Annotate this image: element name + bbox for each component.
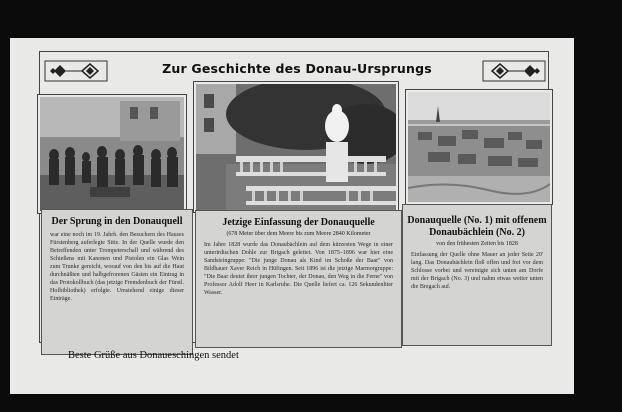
- photo-donauquelle-fountain: [194, 82, 398, 212]
- fountain-statue-photo-icon: [196, 84, 396, 210]
- photo-crowd-at-spring: [38, 95, 186, 213]
- column-subheading: von den frühesten Zeiten bis 1828: [436, 241, 518, 247]
- greeting-text: Beste Grüße aus Donaueschingen sendet: [68, 350, 239, 361]
- page-title: Zur Geschichte des Donau-Ursprungs: [162, 61, 432, 76]
- title-band: [42, 57, 548, 83]
- town-view-photo-icon: [408, 92, 550, 202]
- column-text: war eine noch im 19. Jahrh. den Besuchern des Hauses Fürstenberg auferlegte Sitte. In der Quelle wurde den Betreffenden unter Trompeterschall und während des Schießens mit Kanonen und Pistolen ein Glas Wein zum Trunke gereicht, worauf von den bis auf die Haut durchnäßten und halbgefrorenen Gästen ein Eintrag in das Protokollbuch (das jetzige Fremdenbuch der Fürstl. Hofbibliothek) erfolgte. Umstehend einige dieser Einträge.: [50, 232, 184, 302]
- postcard: [10, 38, 574, 394]
- column-sprung-in-den-donauquell: [41, 209, 193, 355]
- column-heading: Der Sprung in den Donauquell: [51, 216, 183, 227]
- column-heading: Jetzige Einfassung der Donauquelle: [222, 217, 375, 228]
- column-heading: Donauquelle (No. 1) mit offenem Donaubächlein (No. 2): [407, 215, 547, 238]
- column-donauquelle-no1: [402, 204, 552, 346]
- diamond-ornament-icon: [482, 60, 546, 82]
- crowd-photo-icon: [40, 97, 184, 211]
- photo-town-panorama: [406, 90, 552, 204]
- column-text: Einfassung der Quelle ohne Mauer an jeder Seite 20' lang. Das Donaubächlein floß offen und frei vor dem Schlosse vorbei und vereinigte sich unten am Dorfe mit der Brigach (No. 3) und nahm etwas weiter unten die Bregach auf.: [411, 252, 543, 290]
- column-subheading: (678 Meter über dem Meere bis zum Meere 2840 Kilometer: [226, 231, 371, 237]
- column-jetzige-einfassung: [195, 210, 402, 348]
- diamond-ornament-icon: [44, 60, 108, 82]
- column-text: Im Jahre 1828 wurde das Donaubächlein auf dem kürzesten Wege in einer unterirdischen Dohle zur Brigach geleitet. Von 1875–1896 war hier eine Sandsteingruppe: "Die junge Donau als Kind im Schoße der Baar" von Bildhauer Xaver Reich in Hüfingen. Seit 1896 ist die jetzige Marmorgruppe: "Die Baar deutet ihrer jungen Tochter, der Donau, den Weg in die Ferne" von Professor Adolf Heer in Karlsruhe. Die Quelle liefert ca. 126 Sekundenliter Wasser.: [204, 242, 393, 296]
